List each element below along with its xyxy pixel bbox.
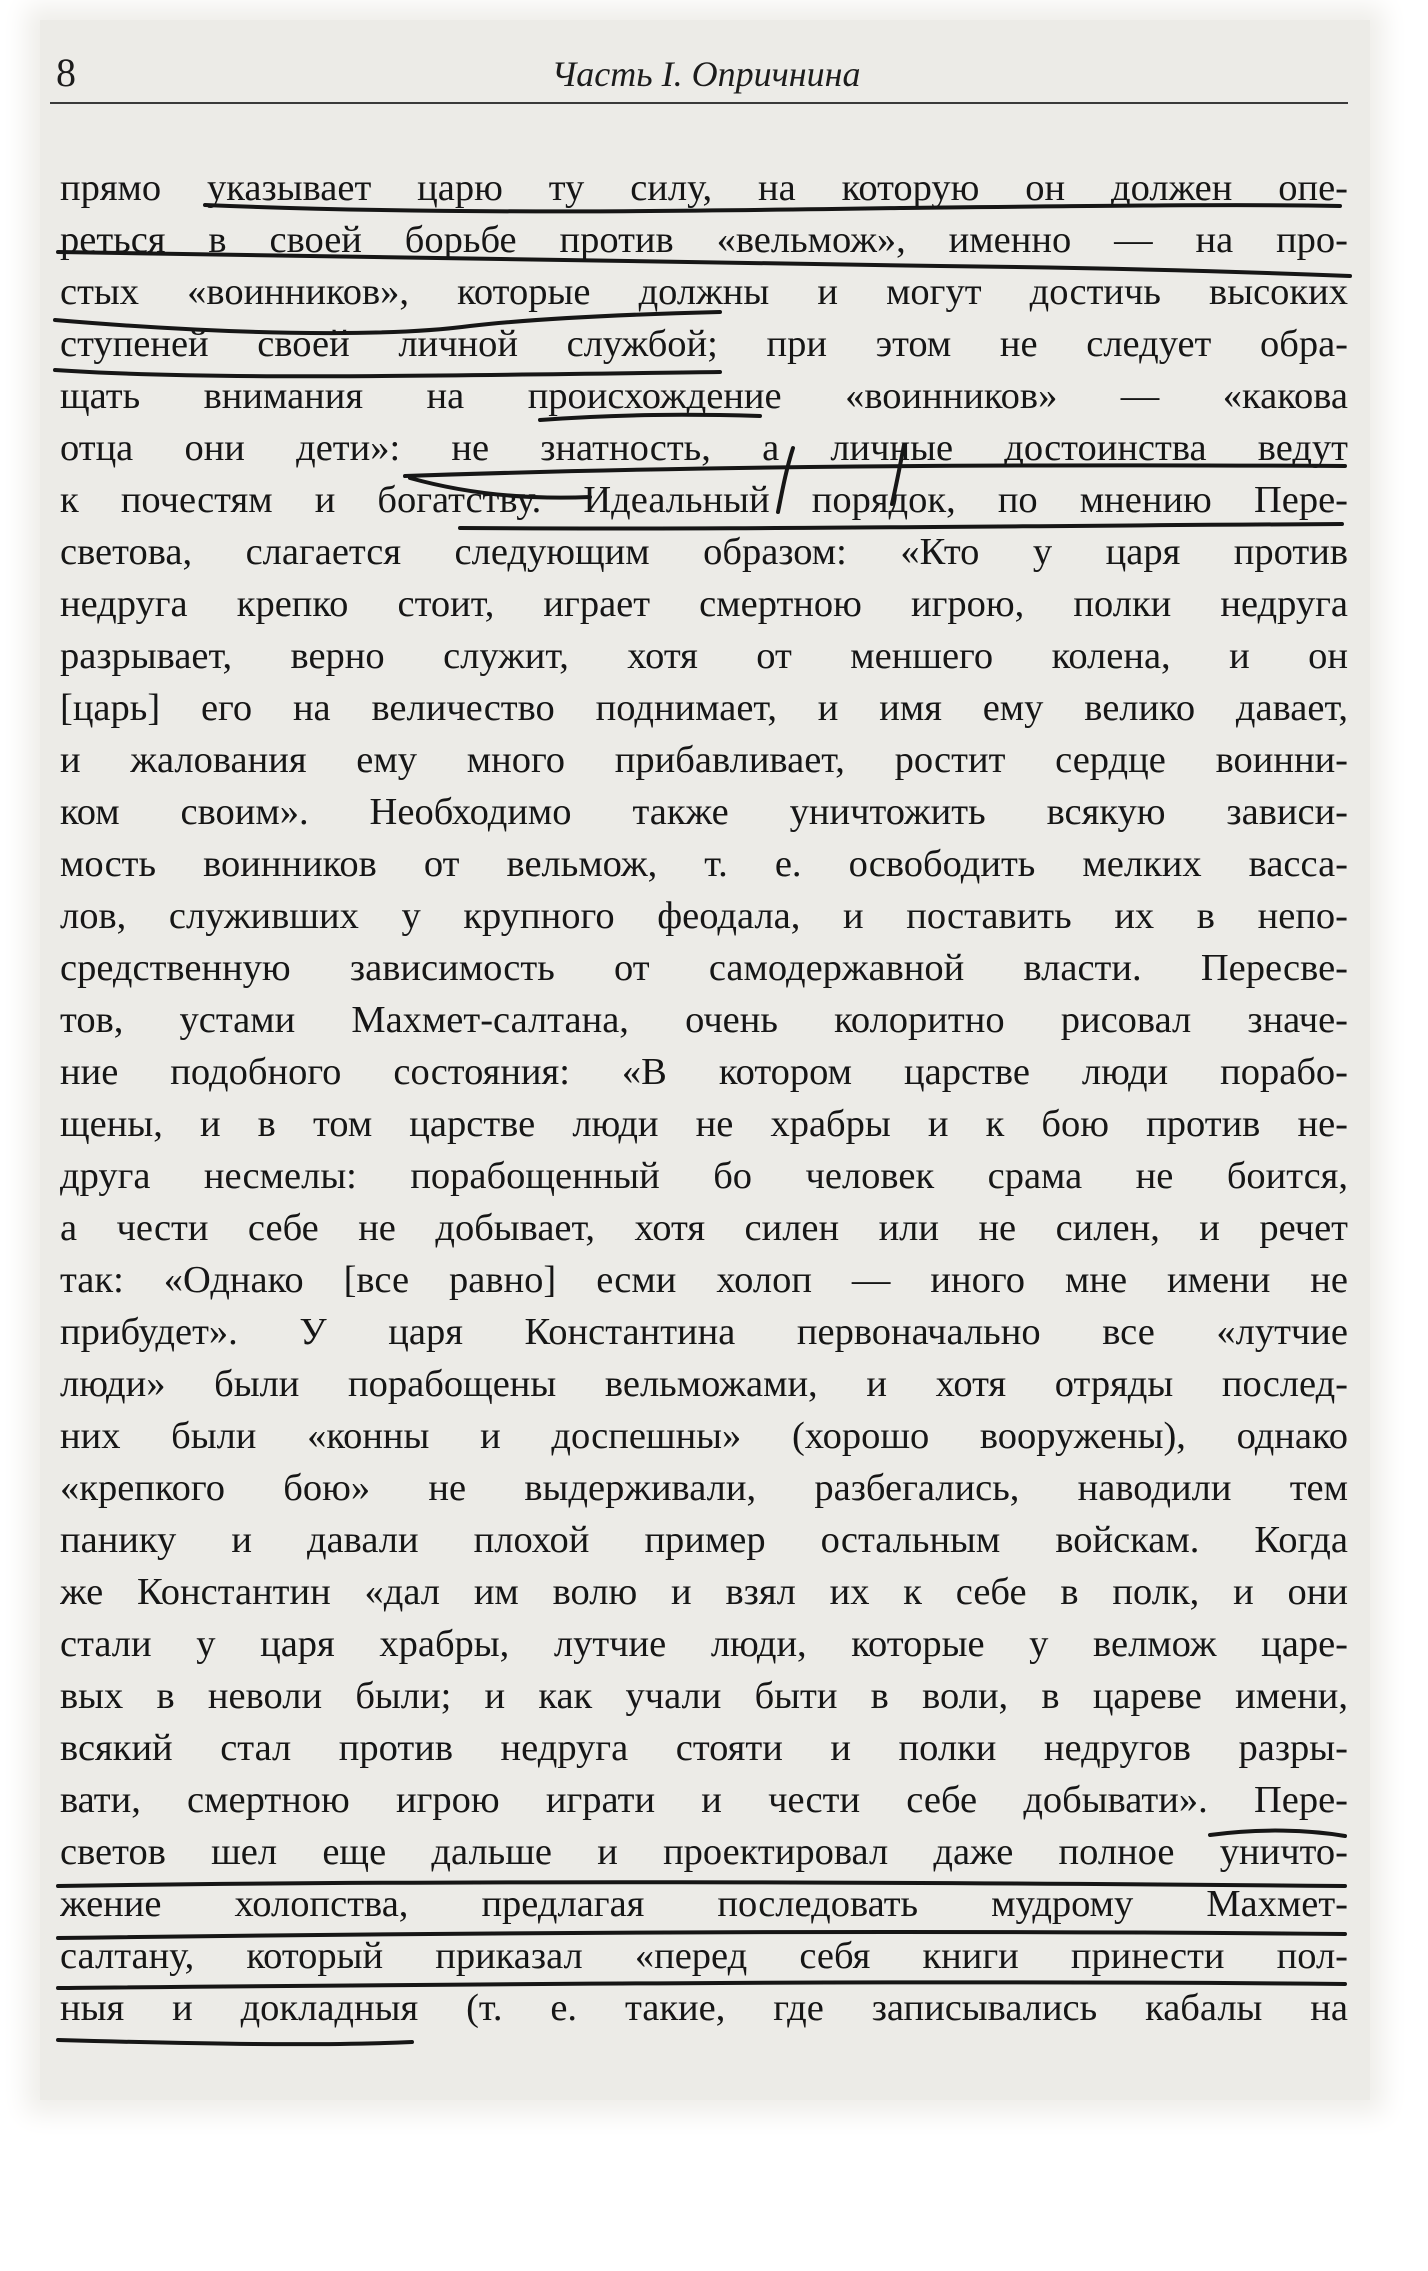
page-header (56, 48, 1356, 102)
text-line: ныя и докладныя (т. е. такие, где записывались кабалы на (60, 1987, 1348, 2029)
running-title: Часть I. Опричнина (551, 54, 861, 94)
text-line: а чести себе не добывает, хотя силен или не силен, и речет (60, 1207, 1348, 1249)
text-line: светов шел еще дальше и проектировал даже полное уничто- (60, 1831, 1348, 1873)
text-line: светова, слагается следующим образом: «Кто у царя против (60, 531, 1348, 573)
header-rule (50, 102, 1348, 104)
text-line: всякий стал против недруга стояти и полки недругов разры- (60, 1727, 1348, 1769)
text-line: ние подобного состояния: «В котором царстве люди порабо- (60, 1051, 1348, 1093)
text-line: вати, смертною игрою играти и чести себе добывати». Пере- (60, 1779, 1348, 1821)
text-line: вых в неволи были; и как учали быти в воли, в цареве имени, (60, 1675, 1348, 1717)
text-line: лов, служивших у крупного феодала, и поставить их в непо- (60, 895, 1348, 937)
body-text (60, 162, 1348, 2034)
text-line: так: «Однако [все равно] есми холоп — иного мне имени не (60, 1259, 1348, 1301)
text-line: мость воинников от вельмож, т. е. освободить мелких васса- (60, 843, 1348, 885)
text-line: [царь] его на величество поднимает, и имя ему велико давает, (60, 687, 1348, 729)
text-line: люди» были порабощены вельможами, и хотя отряды послед- (60, 1363, 1348, 1405)
text-line: стали у царя храбры, лутчие люди, которые у велмож царе- (60, 1623, 1348, 1665)
page-number: 8 (56, 50, 76, 95)
text-line: прямо указывает царю ту силу, на которую он должен опе- (60, 167, 1348, 209)
text-line: щены, и в том царстве люди не храбры и к бою против не- (60, 1103, 1348, 1145)
text-line: реться в своей борьбе против «вельмож», именно — на про- (60, 219, 1348, 261)
text-line: средственную зависимость от самодержавной власти. Пересве- (60, 947, 1348, 989)
text-line: разрывает, верно служит, хотя от меншего колена, и он (60, 635, 1348, 677)
text-line: щать внимания на происхождение «воинников» — «какова (60, 375, 1348, 417)
text-line: друга несмелы: порабощенный бо человек срама не боится, (60, 1155, 1348, 1197)
text-line: же Константин «дал им волю и взял их к себе в полк, и они (60, 1571, 1348, 1613)
text-line: недруга крепко стоит, играет смертною игрою, полки недруга (60, 583, 1348, 625)
text-line: прибудет». У царя Константина первоначально все «лутчие (60, 1311, 1348, 1353)
text-line: отца они дети»: не знатность, а личные достоинства ведут (60, 427, 1348, 469)
text-line: «крепкого бою» не выдерживали, разбегались, наводили тем (60, 1467, 1348, 1509)
text-line: к почестям и богатству. Идеальный порядок, по мнению Пере- (60, 479, 1348, 521)
text-line: ступеней своей личной службой; при этом не следует обра- (60, 323, 1348, 365)
text-line: ком своим». Необходимо также уничтожить всякую зависи- (60, 791, 1348, 833)
text-line: них были «конны и доспешны» (хорошо вооружены), однако (60, 1415, 1348, 1457)
text-line: стых «воинников», которые должны и могут достичь высоких (60, 271, 1348, 313)
text-line: салтану, который приказал «перед себя книги принести пол- (60, 1935, 1348, 1977)
text-line: и жалования ему много прибавливает, ростит сердце воинни- (60, 739, 1348, 781)
text-line: тов, устами Махмет-салтана, очень колоритно рисовал значе- (60, 999, 1348, 1041)
text-line: жение холопства, предлагая последовать мудрому Махмет- (60, 1883, 1348, 1925)
text-line: панику и давали плохой пример остальным войскам. Когда (60, 1519, 1348, 1561)
